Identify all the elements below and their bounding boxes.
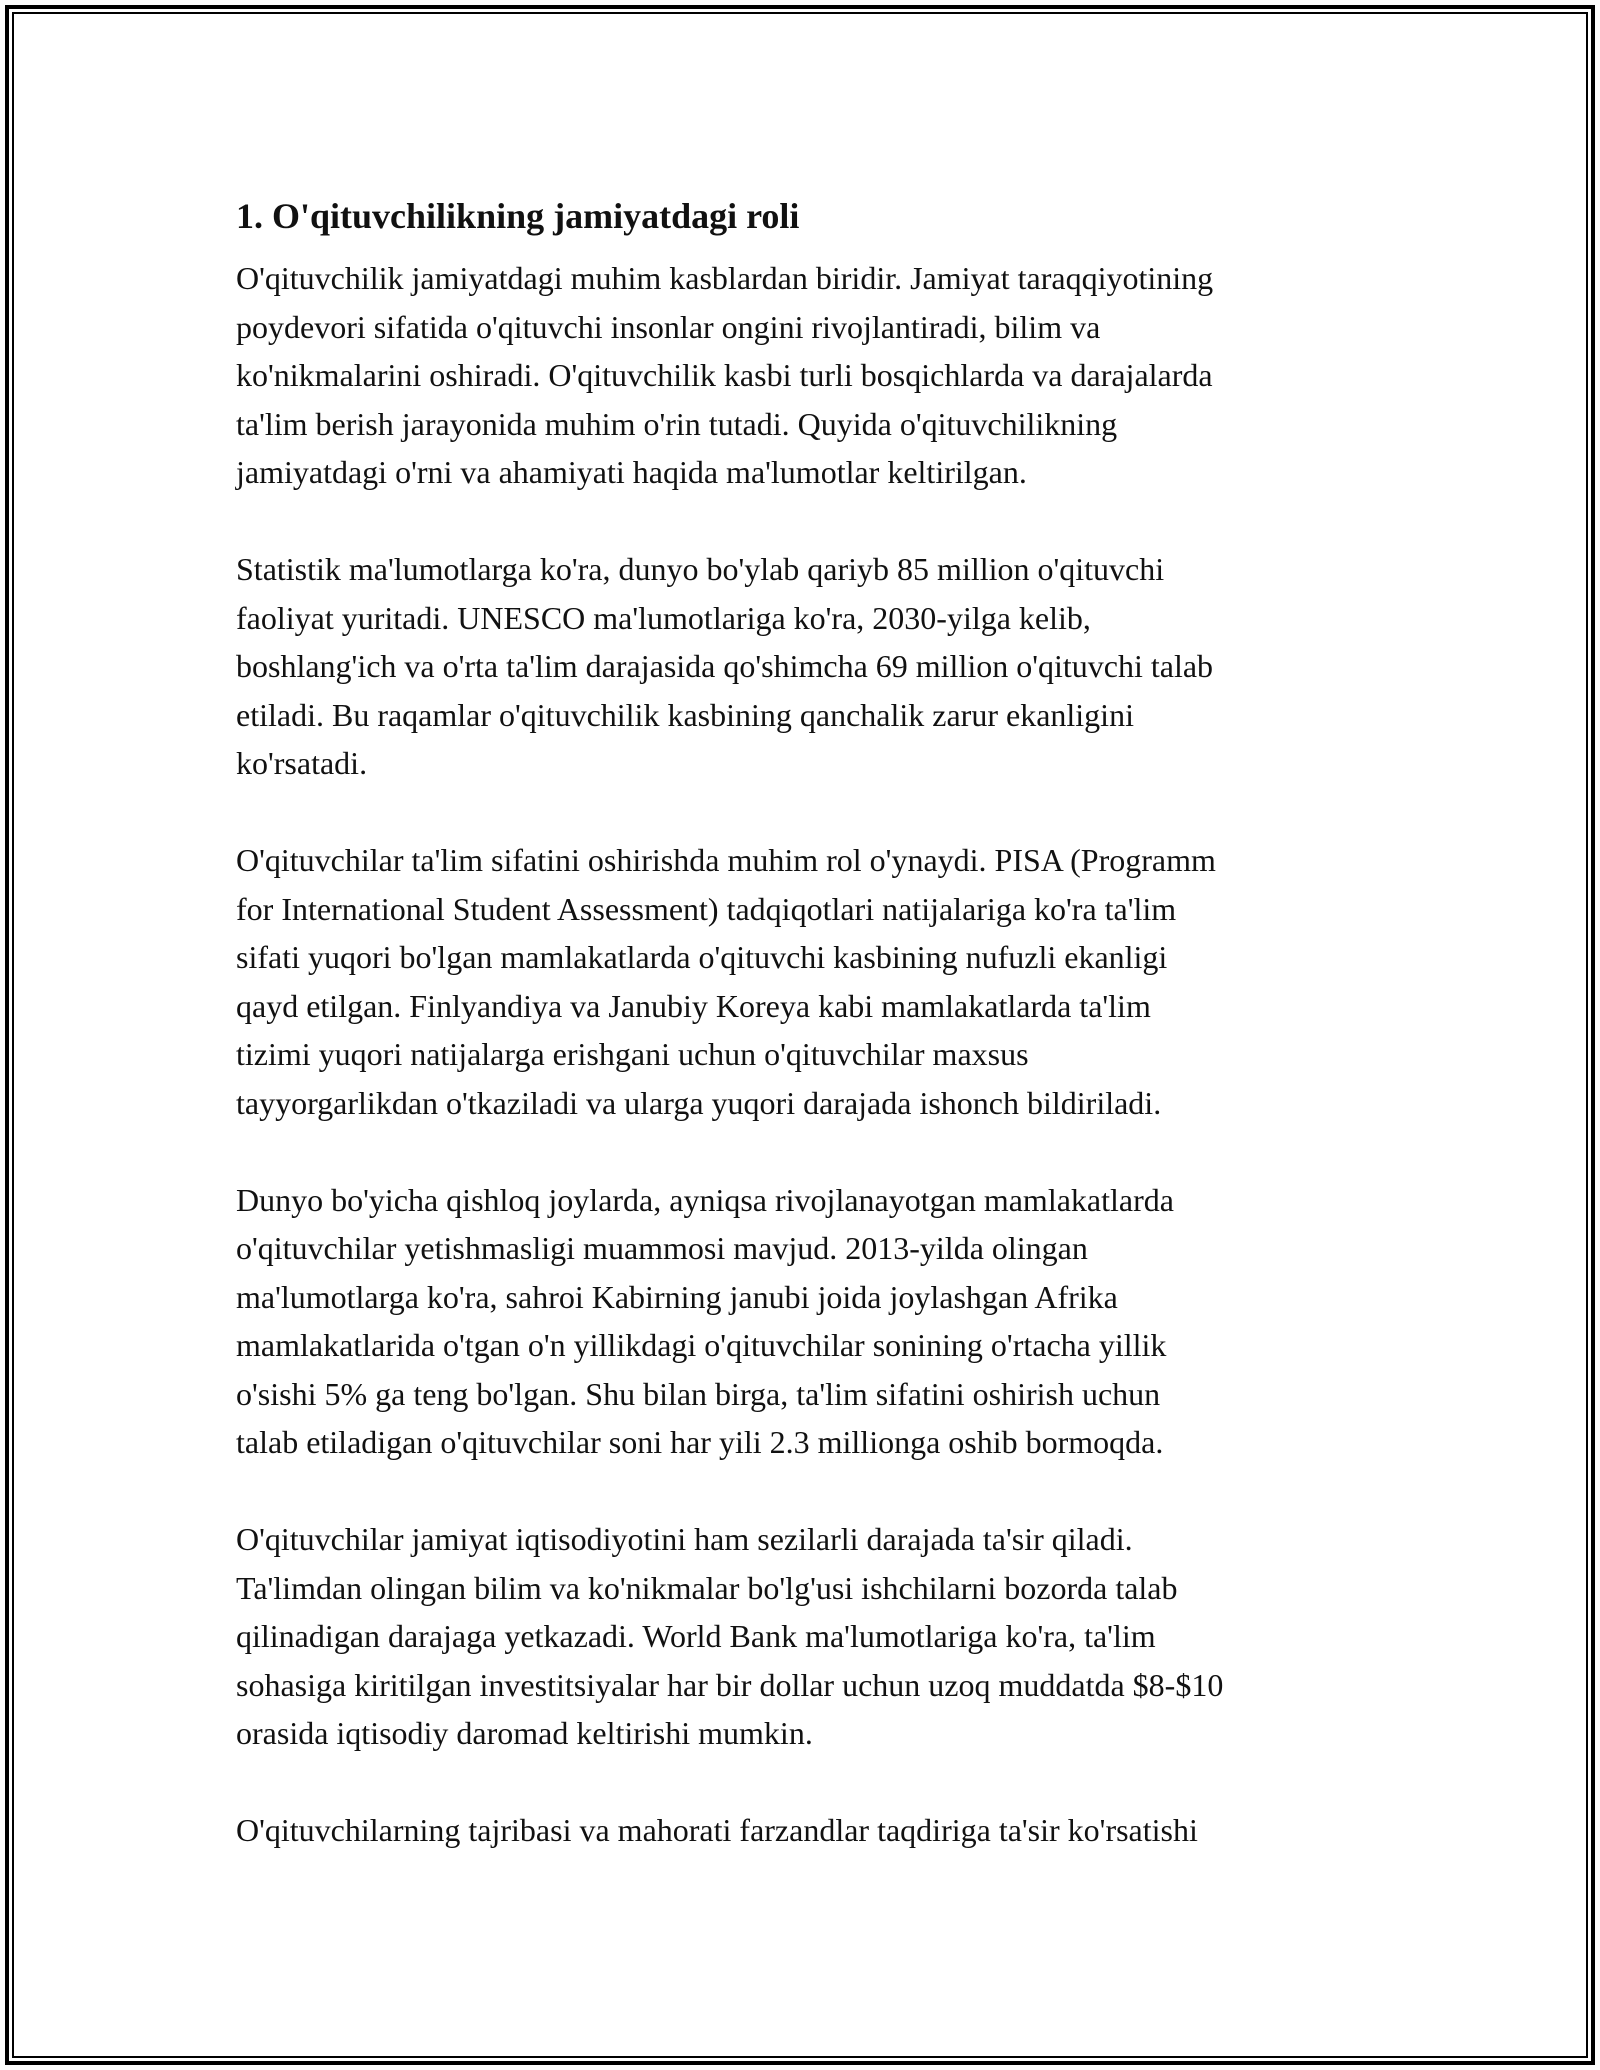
- paragraph-experience: [236, 1806, 1376, 1855]
- paragraph-line: Statistik ma'lumotlarga ko'ra, dunyo bo'ylab qariyb 85 million o'qituvchi: [236, 551, 1165, 587]
- paragraph-line: O'qituvchilar ta'lim sifatini oshirishda muhim rol o'ynaydi. PISA (Programm: [236, 842, 1216, 878]
- paragraph-shortage: [236, 1176, 1376, 1467]
- paragraph-quality: [236, 836, 1376, 1127]
- document-body: [236, 186, 1376, 1903]
- paragraph-line: sifati yuqori bo'lgan mamlakatlarda o'qituvchi kasbining nufuzli ekanligi: [236, 939, 1168, 975]
- paragraph-line: O'qituvchilar jamiyat iqtisodiyotini ham sezilarli darajada ta'sir qiladi.: [236, 1521, 1133, 1557]
- paragraph-line: O'qituvchilik jamiyatdagi muhim kasblardan biridir. Jamiyat taraqqiyotining: [236, 260, 1214, 296]
- paragraph-line: ko'rsatadi.: [236, 745, 368, 781]
- paragraph-line: Dunyo bo'yicha qishloq joylarda, ayniqsa rivojlanayotgan mamlakatlarda: [236, 1181, 1174, 1218]
- paragraph-line: faoliyat yuritadi. UNESCO ma'lumotlariga ko'ra, 2030-yilga kelib,: [236, 599, 1091, 636]
- paragraph-line: poydevori sifatida o'qituvchi insonlar ongini rivojlantiradi, bilim va: [236, 308, 1101, 345]
- paragraph-line: mamlakatlarida o'tgan o'n yillikdagi o'qituvchilar sonining o'rtacha yillik: [236, 1327, 1167, 1363]
- paragraph-line: ma'lumotlarga ko'ra, sahroi Kabirning janubi joida joylashgan Afrika: [236, 1278, 1118, 1315]
- paragraph-line: O'qituvchilarning tajribasi va mahorati farzandlar taqdiriga ta'sir ko'rsatishi: [236, 1812, 1198, 1848]
- paragraph-intro: [236, 254, 1376, 497]
- paragraph-line: sohasiga kiritilgan investitsiyalar har bir dollar uchun uzoq muddatda $8-$10: [236, 1666, 1224, 1703]
- paragraph-line: o'sishi 5% ga teng bo'lgan. Shu bilan birga, ta'lim sifatini oshirish uchun: [236, 1375, 1161, 1412]
- paragraph-statistics: [236, 545, 1376, 788]
- paragraph-line: qayd etilgan. Finlyandiya va Janubiy Koreya kabi mamlakatlarda ta'lim: [236, 987, 1151, 1024]
- paragraph-line: boshlang'ich va o'rta ta'lim darajasida qo'shimcha 69 million o'qituvchi talab: [236, 648, 1214, 684]
- paragraph-line: etiladi. Bu raqamlar o'qituvchilik kasbining qanchalik zarur ekanligini: [236, 696, 1134, 733]
- paragraph-line: for International Student Assessment) tadqiqotlari natijalariga ko'ra ta'lim: [236, 890, 1177, 927]
- paragraph-line: o'qituvchilar yetishmasligi muammosi mavjud. 2013-yilda olingan: [236, 1230, 1088, 1266]
- paragraph-line: orasida iqtisodiy daromad keltirishi mumkin.: [236, 1715, 813, 1751]
- paragraph-line: jamiyatdagi o'rni va ahamiyati haqida ma'lumotlar keltirilgan.: [236, 454, 1027, 490]
- paragraph-line: talab etiladigan o'qituvchilar soni har yili 2.3 millionga oshib bormoqda.: [236, 1424, 1164, 1460]
- paragraph-line: ko'nikmalarini oshiradi. O'qituvchilik kasbi turli bosqichlarda va darajalarda: [236, 357, 1213, 393]
- paragraph-line: tizimi yuqori natijalarga erishgani uchun o'qituvchilar maxsus: [236, 1036, 1029, 1072]
- paragraph-line: tayyorgarlikdan o'tkaziladi va ularga yuqori darajada ishonch bildiriladi.: [236, 1084, 1162, 1121]
- paragraph-line: qilinadigan darajaga yetkazadi. World Bank ma'lumotlariga ko'ra, ta'lim: [236, 1618, 1156, 1654]
- paragraph-economy: [236, 1515, 1376, 1758]
- paragraph-line: Ta'limdan olingan bilim va ko'nikmalar bo'lg'usi ishchilarni bozorda talab: [236, 1569, 1178, 1606]
- section-heading: 1. O'qituvchilikning jamiyatdagi roli: [236, 196, 800, 236]
- paragraph-line: ta'lim berish jarayonida muhim o'rin tutadi. Quyida o'qituvchilikning: [236, 405, 1118, 442]
